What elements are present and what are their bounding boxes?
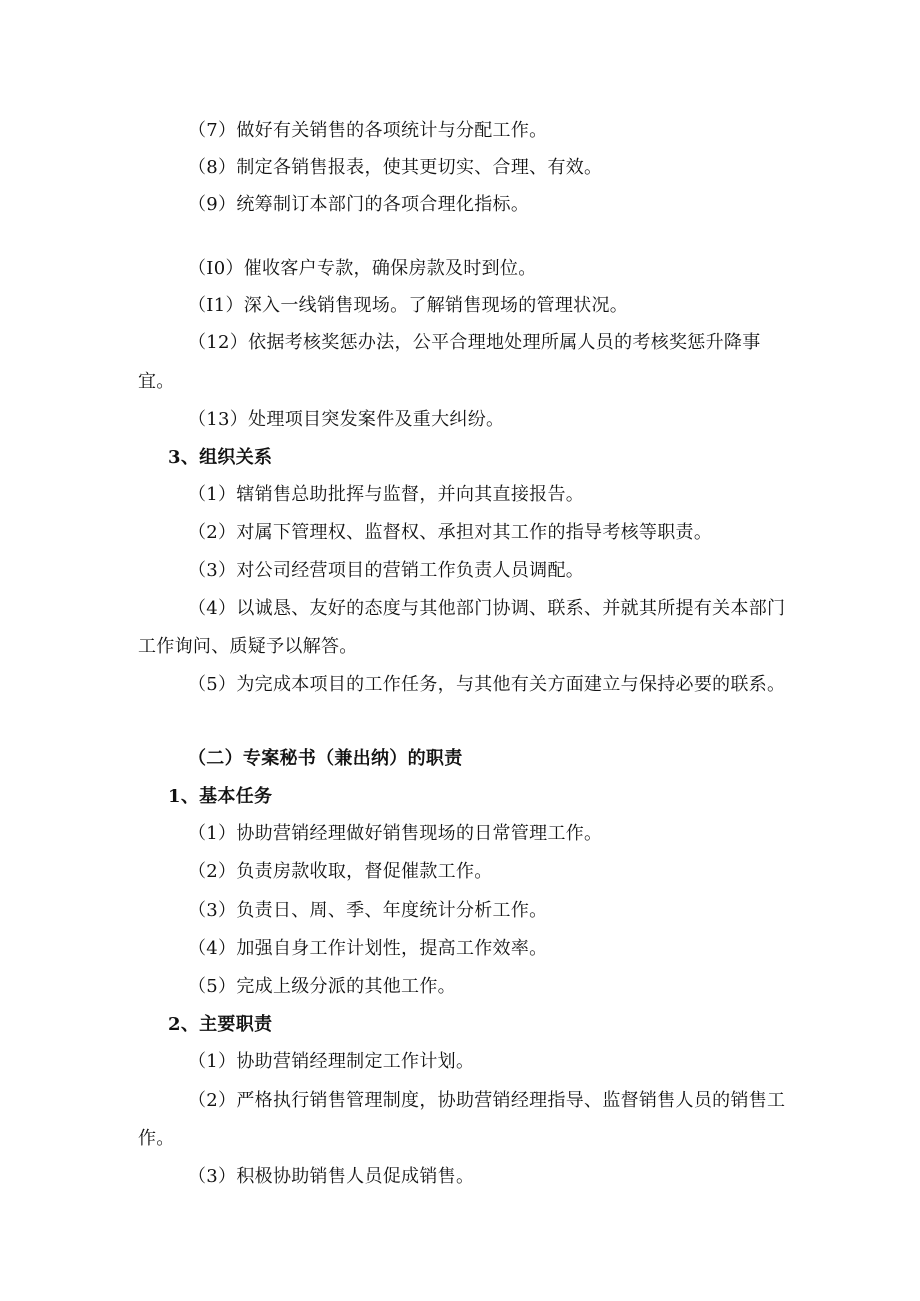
- section-heading-secretary: （二）专案秘书（兼出纳）的职责: [188, 748, 463, 769]
- relation-item-2: （2）对属下管理权、监督权、承担对其工作的指导考核等职责。: [188, 522, 713, 543]
- duty-item-13: （13）处理项目突发案件及重大纠纷。: [188, 409, 505, 430]
- heading-basic-tasks: 1、基本任务: [168, 786, 273, 807]
- relation-item-4: （4）以诚恳、友好的态度与其他部门协调、联系、并就其所提有关本部门: [188, 598, 786, 619]
- task-item-3: （3）负责日、周、季、年度统计分析工作。: [188, 900, 548, 921]
- task-item-4: （4）加强自身工作计划性，提高工作效率。: [188, 938, 548, 959]
- duty-item-12-continued: 宜。: [138, 371, 175, 392]
- task-item-2: （2）负责房款收取，督促催款工作。: [188, 861, 493, 882]
- main-duty-item-2-continued: 作。: [138, 1128, 175, 1149]
- duty-item-11: （I1）深入一线销售现场。了解销售现场的管理状况。: [188, 295, 629, 316]
- heading-main-duties: 2、主要职责: [168, 1014, 273, 1035]
- duty-item-8: （8）制定各销售报表，使其更切实、合理、有效。: [188, 157, 603, 178]
- duty-item-7: （7）做好有关销售的各项统计与分配工作。: [188, 120, 548, 141]
- duty-item-9: （9）统筹制订本部门的各项合理化指标。: [188, 194, 530, 215]
- duty-item-10: （I0）催收客户专款，确保房款及时到位。: [188, 258, 537, 279]
- main-duty-item-1: （1）协助营销经理制定工作计划。: [188, 1051, 475, 1072]
- task-item-1: （1）协助营销经理做好销售现场的日常管理工作。: [188, 823, 603, 844]
- heading-organization: 3、组织关系: [168, 447, 273, 468]
- relation-item-4-continued: 工作询问、质疑予以解答。: [138, 636, 358, 657]
- main-duty-item-3: （3）积极协助销售人员促成销售。: [188, 1166, 475, 1187]
- main-duty-item-2: （2）严格执行销售管理制度，协助营销经理指导、监督销售人员的销售工: [188, 1090, 786, 1111]
- duty-item-12: （12）依据考核奖惩办法，公平合理地处理所属人员的考核奖惩升降事: [188, 332, 761, 353]
- relation-item-1: （1）辖销售总助批挥与监督，并向其直接报告。: [188, 484, 585, 505]
- relation-item-5: （5）为完成本项目的工作任务，与其他有关方面建立与保持必要的联系。: [188, 674, 786, 695]
- relation-item-3: （3）对公司经营项目的营销工作负责人员调配。: [188, 560, 585, 581]
- task-item-5: （5）完成上级分派的其他工作。: [188, 976, 456, 997]
